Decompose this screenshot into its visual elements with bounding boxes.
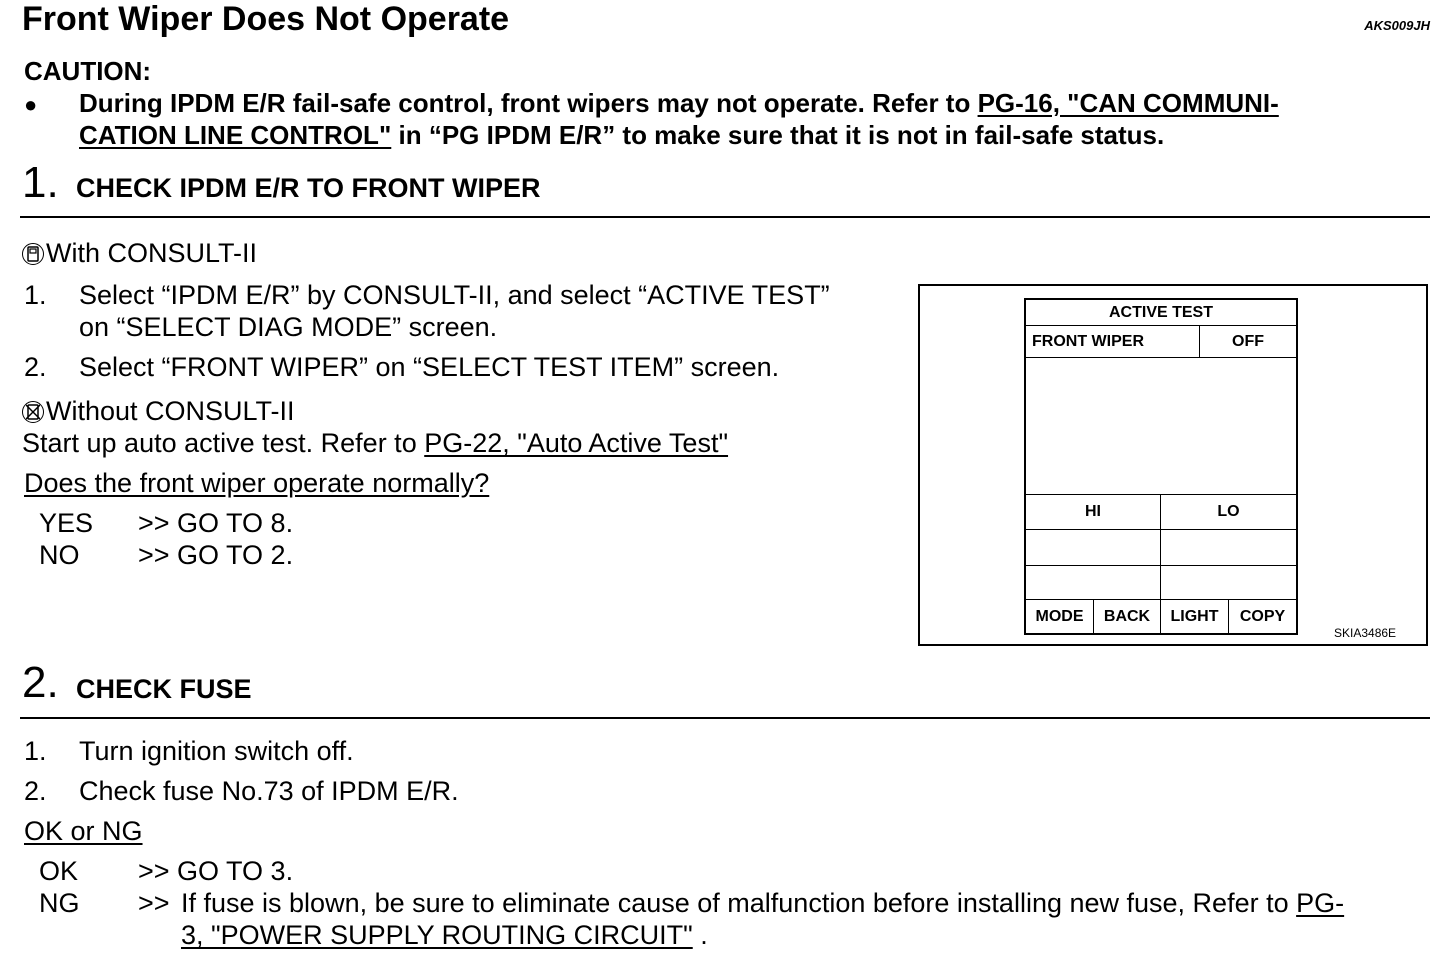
auto-active-test-link[interactable]: PG-22, "Auto Active Test": [424, 428, 729, 458]
answer-yes-key: YES: [39, 508, 94, 538]
step1-item-2-num: 2.: [24, 352, 47, 382]
answer-ok-key: OK: [39, 856, 79, 886]
screen-light-button: LIGHT: [1161, 600, 1229, 633]
with-consult-line: [22, 238, 257, 269]
answer-ng-end: .: [692, 920, 708, 950]
answer-ng-line-2: [181, 920, 708, 951]
screen-button-row: [1026, 600, 1296, 633]
screen-mode-button: MODE: [1026, 600, 1094, 633]
caution-label: CAUTION:: [24, 56, 152, 86]
answer-ng-line-1: [181, 888, 1344, 919]
power-supply-link[interactable]: PG-: [1296, 888, 1345, 918]
answer-no-action: >> GO TO 2.: [138, 540, 294, 570]
step2-number: 2.: [22, 658, 59, 707]
without-consult-label: Without CONSULT-II: [46, 396, 295, 426]
screen-col-lo: LO: [1217, 503, 1240, 520]
screen-item-value: OFF: [1232, 332, 1264, 350]
step2-item-2-num: 2.: [24, 776, 47, 806]
screen-blank-cell: [1026, 566, 1161, 599]
answer-ng-arrow: >>: [138, 888, 170, 918]
step2-title: CHECK FUSE: [76, 674, 252, 704]
screen-copy-button: COPY: [1239, 607, 1286, 625]
answer-yes-action: >> GO TO 8.: [138, 508, 294, 538]
screen-item-row: [1026, 326, 1296, 358]
step1-divider: [20, 216, 1430, 218]
step2-item-1-text: Turn ignition switch off.: [79, 736, 354, 766]
step2-divider: [20, 717, 1430, 719]
step2-item-2-text: Check fuse No.73 of IPDM E/R.: [79, 776, 459, 806]
screen-blank-row-2: [1026, 566, 1296, 600]
without-consult-line: [22, 396, 295, 427]
caution-line-2: [79, 120, 1164, 151]
auto-active-test-text: Start up auto active test. Refer to: [22, 428, 425, 458]
caution-link-can-communication[interactable]: PG-16, "CAN COMMUNI-: [977, 88, 1279, 118]
step2-item-1-num: 1.: [24, 736, 47, 766]
step1-item-1-line1: Select “IPDM E/R” by CONSULT-II, and select “ACTIVE TEST”: [79, 280, 830, 310]
no-consult-tool-icon: [22, 401, 44, 423]
active-test-screen: [1024, 298, 1298, 635]
consult-tool-icon: [22, 243, 44, 265]
screen-blank-cell: [1026, 530, 1161, 565]
screen-item-label: FRONT WIPER: [1026, 326, 1200, 357]
caution-line-1: [79, 88, 1279, 119]
screen-back-button: BACK: [1094, 600, 1161, 633]
with-consult-label: With CONSULT-II: [46, 238, 258, 268]
step1-number: 1.: [22, 158, 59, 207]
caution-text-rest: in “PG IPDM E/R” to make sure that it is not in fail-safe status.: [391, 120, 1165, 150]
power-supply-link-cont[interactable]: 3, "POWER SUPPLY ROUTING CIRCUIT": [181, 920, 693, 950]
screen-header-row: [1026, 300, 1296, 326]
step1-item-1-line2: on “SELECT DIAG MODE” screen.: [79, 312, 498, 342]
step1-question: Does the front wiper operate normally?: [24, 468, 490, 498]
caution-bullet: ●: [24, 92, 38, 117]
answer-ng-text: If fuse is blown, be sure to eliminate cause of malfunction before installing new fuse, Refer to: [181, 888, 1297, 918]
document-id: AKS009JH: [1364, 18, 1430, 33]
caution-text: During IPDM E/R fail-safe control, front wipers may not operate. Refer to: [79, 88, 978, 118]
screen-header: ACTIVE TEST: [1108, 303, 1213, 321]
screen-col-hi: HI: [1026, 495, 1161, 529]
step1-item-2-line1: Select “FRONT WIPER” on “SELECT TEST ITEM” screen.: [79, 352, 780, 382]
page-title: Front Wiper Does Not Operate: [22, 0, 510, 38]
screen-hilo-row: [1026, 494, 1296, 530]
answer-ng-key: NG: [39, 888, 80, 918]
screen-blank-row-1: [1026, 530, 1296, 566]
answer-no-key: NO: [39, 540, 80, 570]
step1-item-1-num: 1.: [24, 280, 47, 310]
step2-question: OK or NG: [24, 816, 143, 846]
caution-link-can-communication-cont[interactable]: CATION LINE CONTROL": [79, 120, 392, 150]
figure-id: SKIA3486E: [1334, 626, 1397, 640]
auto-active-test-line: [22, 428, 728, 459]
answer-ok-action: >> GO TO 3.: [138, 856, 294, 886]
step1-title: CHECK IPDM E/R TO FRONT WIPER: [76, 173, 541, 203]
